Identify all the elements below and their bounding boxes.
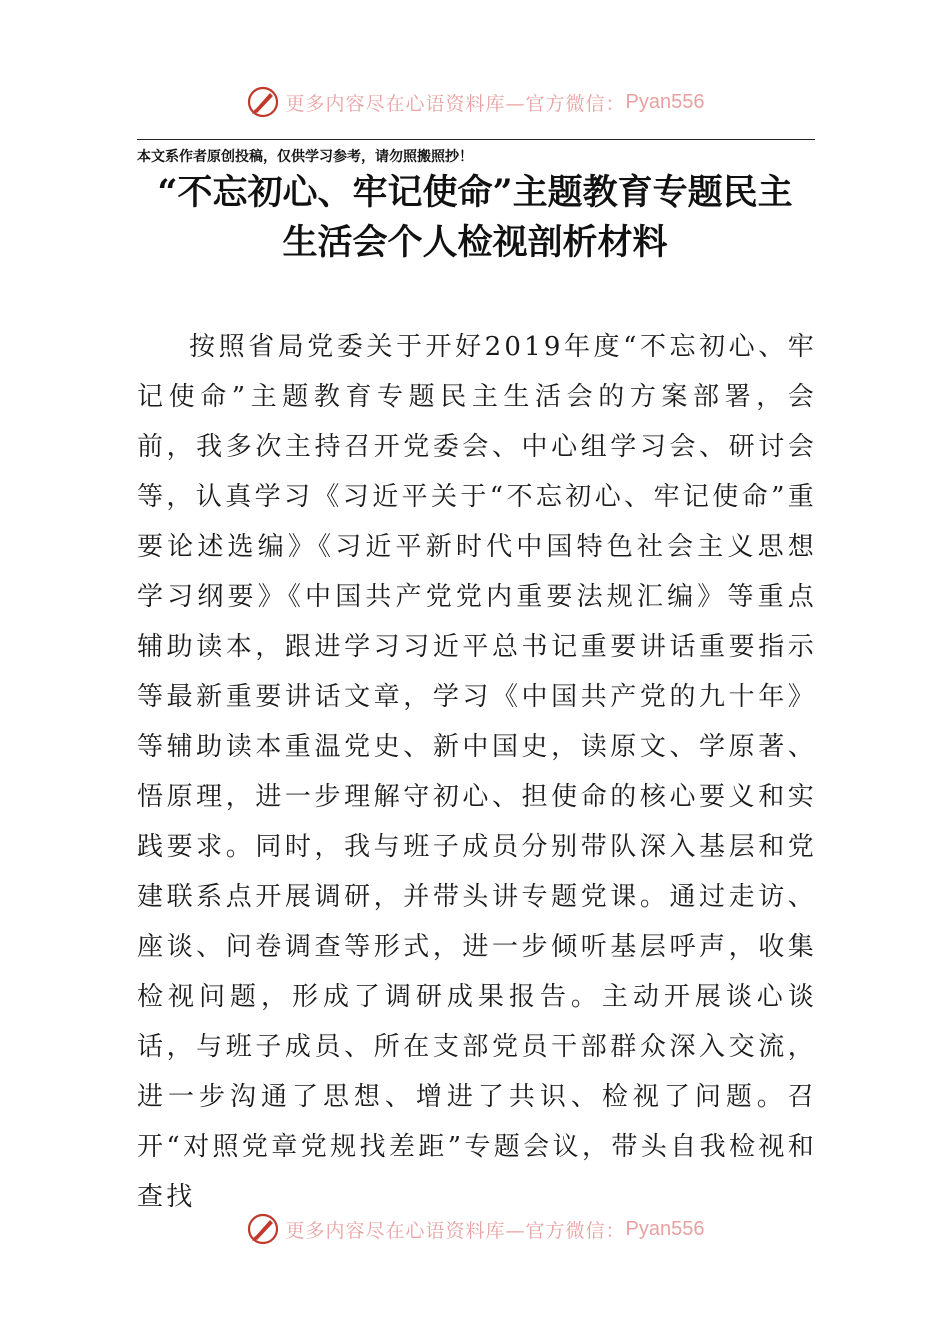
banner-wechat-id: Pyan556 — [625, 90, 705, 113]
banner-wechat-id: Pyan556 — [625, 1217, 705, 1240]
title-line-1: “不忘初心、牢记使命”主题教育专题民主 — [157, 172, 793, 213]
title-line-2: 生活会个人检视剖析材料 — [282, 222, 668, 263]
pen-circle-logo-icon — [246, 85, 280, 119]
body-paragraph: 按照省局党委关于开好2019年度“不忘初心、牢记使命”主题教育专题民主生活会的方案部署，会前，我多次主持召开党委会、中心组学习会、研讨会等，认真学习《习近平关于“不忘初心、牢记使命”重要论述选编》《习近平新时代中国特色社会主义思想学习纲要》《中国共产党党内重要法规汇编》等重点辅助读本，跟进学习习近平总书记重要讲话重要指示等最新重要讲话文章，学习《中国共产党的九十年》等辅助读本重温党史、新中国史，读原文、学原著、悟原理，进一步理解守初心、担使命的核心要义和实践要求。同时，我与班子成员分别带队深入基层和党建联系点开展调研，并带头讲专题党课。通过走访、座谈、问卷调查等形式，进一步倾听基层呼声，收集检视问题，形成了调研成果报告。主动开展谈心谈话，与班子成员、所在支部党员干部群众深入交流，进一步沟通了思想、增进了共识、检视了问题。召开“对照党章党规找差距”专题会议，带头自我检视和查找 — [137, 332, 817, 1212]
document-body — [137, 322, 817, 1222]
banner-text: 更多内容尽在心语资料库—官方微信： — [285, 92, 626, 115]
header-rule — [137, 139, 815, 140]
banner-text: 更多内容尽在心语资料库—官方微信： — [285, 1219, 626, 1242]
copyright-notice: 本文系作者原创投稿，仅供学习参考，请勿照搬照抄！ — [137, 149, 473, 165]
footer-banner — [0, 1211, 950, 1247]
document-title — [100, 168, 850, 268]
pen-circle-logo-icon — [246, 1212, 280, 1246]
header-banner — [0, 84, 950, 120]
